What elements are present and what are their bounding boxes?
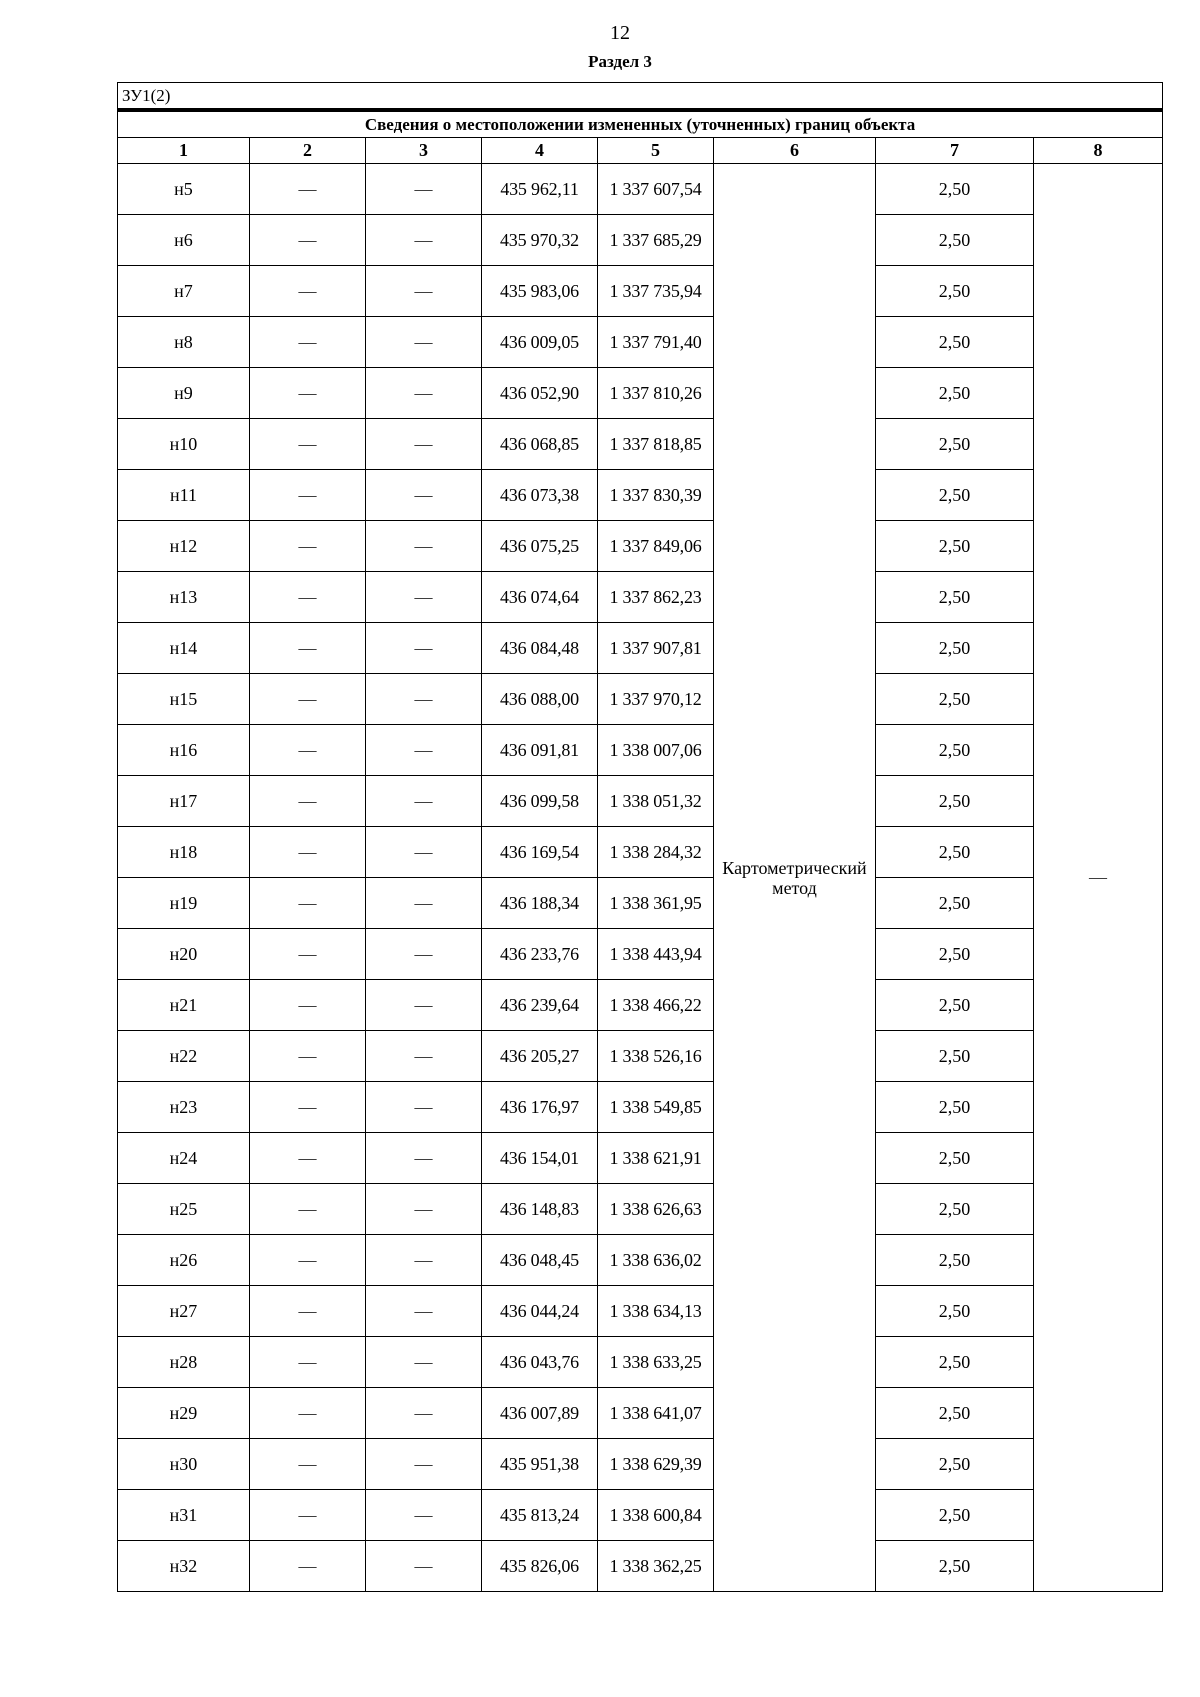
column-2-value: — — [250, 827, 366, 878]
page-number: 12 — [610, 22, 630, 44]
accuracy-value: 2,50 — [876, 929, 1034, 980]
table-caption-row — [118, 110, 1163, 138]
accuracy-value: 2,50 — [876, 623, 1034, 674]
column-2-value: — — [250, 776, 366, 827]
column-2-value: — — [250, 725, 366, 776]
y-coordinate: 1 338 634,13 — [598, 1286, 714, 1337]
x-coordinate: 435 962,11 — [482, 164, 598, 215]
point-name: н8 — [118, 317, 250, 368]
point-name: н18 — [118, 827, 250, 878]
point-name: н27 — [118, 1286, 250, 1337]
column-2-value: — — [250, 215, 366, 266]
y-coordinate: 1 338 621,91 — [598, 1133, 714, 1184]
table-row — [118, 827, 1163, 878]
y-coordinate: 1 338 361,95 — [598, 878, 714, 929]
x-coordinate: 436 154,01 — [482, 1133, 598, 1184]
accuracy-value: 2,50 — [876, 776, 1034, 827]
plot-id-row — [118, 83, 1163, 111]
column-3-value: — — [366, 1541, 482, 1592]
point-name: н24 — [118, 1133, 250, 1184]
y-coordinate: 1 338 284,32 — [598, 827, 714, 878]
column-number: 4 — [482, 138, 598, 164]
table-row — [118, 215, 1163, 266]
column-3-value: — — [366, 1235, 482, 1286]
column-2-value: — — [250, 1439, 366, 1490]
x-coordinate: 436 007,89 — [482, 1388, 598, 1439]
point-name: н22 — [118, 1031, 250, 1082]
accuracy-value: 2,50 — [876, 1388, 1034, 1439]
x-coordinate: 436 052,90 — [482, 368, 598, 419]
accuracy-value: 2,50 — [876, 878, 1034, 929]
column-8-value: — — [1034, 164, 1163, 1592]
table-row — [118, 470, 1163, 521]
table-row — [118, 929, 1163, 980]
y-coordinate: 1 337 830,39 — [598, 470, 714, 521]
y-coordinate: 1 337 970,12 — [598, 674, 714, 725]
x-coordinate: 436 148,83 — [482, 1184, 598, 1235]
column-2-value: — — [250, 521, 366, 572]
column-2-value: — — [250, 1235, 366, 1286]
point-name: н16 — [118, 725, 250, 776]
column-number: 7 — [876, 138, 1034, 164]
table-row — [118, 1133, 1163, 1184]
column-3-value: — — [366, 572, 482, 623]
column-2-value: — — [250, 1490, 366, 1541]
column-number: 6 — [714, 138, 876, 164]
table-caption: Сведения о местоположении измененных (уточненных) границ объекта — [118, 110, 1163, 138]
column-3-value: — — [366, 1031, 482, 1082]
y-coordinate: 1 338 600,84 — [598, 1490, 714, 1541]
accuracy-value: 2,50 — [876, 1541, 1034, 1592]
point-name: н32 — [118, 1541, 250, 1592]
table-row — [118, 521, 1163, 572]
y-coordinate: 1 338 629,39 — [598, 1439, 714, 1490]
column-2-value: — — [250, 1133, 366, 1184]
y-coordinate: 1 337 907,81 — [598, 623, 714, 674]
column-3-value: — — [366, 725, 482, 776]
column-3-value: — — [366, 419, 482, 470]
column-3-value: — — [366, 368, 482, 419]
point-name: н11 — [118, 470, 250, 521]
column-2-value: — — [250, 878, 366, 929]
column-2-value: — — [250, 1184, 366, 1235]
point-name: н30 — [118, 1439, 250, 1490]
accuracy-value: 2,50 — [876, 1337, 1034, 1388]
accuracy-value: 2,50 — [876, 215, 1034, 266]
column-number: 5 — [598, 138, 714, 164]
x-coordinate: 435 951,38 — [482, 1439, 598, 1490]
accuracy-value: 2,50 — [876, 266, 1034, 317]
table-row — [118, 419, 1163, 470]
accuracy-value: 2,50 — [876, 419, 1034, 470]
y-coordinate: 1 337 849,06 — [598, 521, 714, 572]
accuracy-value: 2,50 — [876, 317, 1034, 368]
x-coordinate: 436 188,34 — [482, 878, 598, 929]
x-coordinate: 436 205,27 — [482, 1031, 598, 1082]
point-name: н5 — [118, 164, 250, 215]
point-name: н10 — [118, 419, 250, 470]
table-row — [118, 725, 1163, 776]
column-2-value: — — [250, 266, 366, 317]
column-3-value: — — [366, 827, 482, 878]
column-3-value: — — [366, 1337, 482, 1388]
y-coordinate: 1 338 362,25 — [598, 1541, 714, 1592]
y-coordinate: 1 338 443,94 — [598, 929, 714, 980]
table-row — [118, 1184, 1163, 1235]
column-3-value: — — [366, 980, 482, 1031]
accuracy-value: 2,50 — [876, 1490, 1034, 1541]
accuracy-value: 2,50 — [876, 164, 1034, 215]
accuracy-value: 2,50 — [876, 1286, 1034, 1337]
accuracy-value: 2,50 — [876, 1082, 1034, 1133]
section-title: Раздел 3 — [588, 52, 652, 71]
y-coordinate: 1 337 791,40 — [598, 317, 714, 368]
column-number: 3 — [366, 138, 482, 164]
point-name: н15 — [118, 674, 250, 725]
y-coordinate: 1 337 607,54 — [598, 164, 714, 215]
x-coordinate: 436 091,81 — [482, 725, 598, 776]
x-coordinate: 435 970,32 — [482, 215, 598, 266]
column-2-value: — — [250, 1031, 366, 1082]
column-3-value: — — [366, 674, 482, 725]
point-name: н19 — [118, 878, 250, 929]
y-coordinate: 1 338 007,06 — [598, 725, 714, 776]
x-coordinate: 436 176,97 — [482, 1082, 598, 1133]
accuracy-value: 2,50 — [876, 572, 1034, 623]
table-row — [118, 1082, 1163, 1133]
column-2-value: — — [250, 419, 366, 470]
table-row — [118, 572, 1163, 623]
point-name: н6 — [118, 215, 250, 266]
column-3-value: — — [366, 1388, 482, 1439]
column-2-value: — — [250, 980, 366, 1031]
table-row — [118, 1235, 1163, 1286]
table-row — [118, 368, 1163, 419]
point-name: н28 — [118, 1337, 250, 1388]
column-2-value: — — [250, 674, 366, 725]
table-row — [118, 164, 1163, 215]
x-coordinate: 436 169,54 — [482, 827, 598, 878]
column-2-value: — — [250, 1388, 366, 1439]
point-name: н21 — [118, 980, 250, 1031]
y-coordinate: 1 337 810,26 — [598, 368, 714, 419]
column-number: 2 — [250, 138, 366, 164]
y-coordinate: 1 337 862,23 — [598, 572, 714, 623]
table-row — [118, 878, 1163, 929]
x-coordinate: 436 048,45 — [482, 1235, 598, 1286]
column-3-value: — — [366, 470, 482, 521]
x-coordinate: 436 075,25 — [482, 521, 598, 572]
y-coordinate: 1 338 636,02 — [598, 1235, 714, 1286]
x-coordinate: 435 813,24 — [482, 1490, 598, 1541]
column-2-value: — — [250, 572, 366, 623]
point-name: н7 — [118, 266, 250, 317]
column-number: 8 — [1034, 138, 1163, 164]
point-name: н29 — [118, 1388, 250, 1439]
y-coordinate: 1 337 685,29 — [598, 215, 714, 266]
column-3-value: — — [366, 317, 482, 368]
point-name: н12 — [118, 521, 250, 572]
table-row — [118, 1286, 1163, 1337]
x-coordinate: 436 044,24 — [482, 1286, 598, 1337]
column-3-value: — — [366, 521, 482, 572]
column-number: 1 — [118, 138, 250, 164]
point-name: н9 — [118, 368, 250, 419]
x-coordinate: 436 073,38 — [482, 470, 598, 521]
x-coordinate: 435 826,06 — [482, 1541, 598, 1592]
y-coordinate: 1 337 818,85 — [598, 419, 714, 470]
x-coordinate: 436 074,64 — [482, 572, 598, 623]
column-3-value: — — [366, 1490, 482, 1541]
column-2-value: — — [250, 1337, 366, 1388]
column-3-value: — — [366, 1439, 482, 1490]
method-cell: Картометрический метод — [714, 164, 876, 1592]
table-row — [118, 674, 1163, 725]
table-row — [118, 776, 1163, 827]
column-3-value: — — [366, 776, 482, 827]
table-row — [118, 1031, 1163, 1082]
column-2-value: — — [250, 1541, 366, 1592]
x-coordinate: 436 099,58 — [482, 776, 598, 827]
point-name: н26 — [118, 1235, 250, 1286]
accuracy-value: 2,50 — [876, 827, 1034, 878]
column-2-value: — — [250, 470, 366, 521]
x-coordinate: 436 009,05 — [482, 317, 598, 368]
point-name: н17 — [118, 776, 250, 827]
x-coordinate: 436 088,00 — [482, 674, 598, 725]
y-coordinate: 1 338 633,25 — [598, 1337, 714, 1388]
accuracy-value: 2,50 — [876, 1184, 1034, 1235]
x-coordinate: 436 233,76 — [482, 929, 598, 980]
y-coordinate: 1 337 735,94 — [598, 266, 714, 317]
table-row — [118, 980, 1163, 1031]
column-2-value: — — [250, 1082, 366, 1133]
y-coordinate: 1 338 641,07 — [598, 1388, 714, 1439]
table-row — [118, 623, 1163, 674]
plot-id: ЗУ1(2) — [118, 83, 1163, 111]
point-name: н23 — [118, 1082, 250, 1133]
x-coordinate: 436 084,48 — [482, 623, 598, 674]
column-numbers-row — [118, 138, 1163, 164]
point-name: н20 — [118, 929, 250, 980]
column-3-value: — — [366, 1133, 482, 1184]
column-3-value: — — [366, 266, 482, 317]
column-3-value: — — [366, 164, 482, 215]
accuracy-value: 2,50 — [876, 470, 1034, 521]
accuracy-value: 2,50 — [876, 980, 1034, 1031]
table-row — [118, 1490, 1163, 1541]
accuracy-value: 2,50 — [876, 368, 1034, 419]
column-3-value: — — [366, 215, 482, 266]
column-2-value: — — [250, 164, 366, 215]
table-row — [118, 1337, 1163, 1388]
accuracy-value: 2,50 — [876, 725, 1034, 776]
column-2-value: — — [250, 1286, 366, 1337]
y-coordinate: 1 338 549,85 — [598, 1082, 714, 1133]
accuracy-value: 2,50 — [876, 1031, 1034, 1082]
column-3-value: — — [366, 1082, 482, 1133]
table-row — [118, 266, 1163, 317]
table-row — [118, 317, 1163, 368]
accuracy-value: 2,50 — [876, 521, 1034, 572]
table-row — [118, 1439, 1163, 1490]
y-coordinate: 1 338 051,32 — [598, 776, 714, 827]
y-coordinate: 1 338 626,63 — [598, 1184, 714, 1235]
x-coordinate: 436 239,64 — [482, 980, 598, 1031]
point-name: н31 — [118, 1490, 250, 1541]
table-row — [118, 1541, 1163, 1592]
accuracy-value: 2,50 — [876, 674, 1034, 725]
y-coordinate: 1 338 526,16 — [598, 1031, 714, 1082]
column-2-value: — — [250, 929, 366, 980]
y-coordinate: 1 338 466,22 — [598, 980, 714, 1031]
accuracy-value: 2,50 — [876, 1439, 1034, 1490]
x-coordinate: 436 068,85 — [482, 419, 598, 470]
x-coordinate: 436 043,76 — [482, 1337, 598, 1388]
point-name: н14 — [118, 623, 250, 674]
x-coordinate: 435 983,06 — [482, 266, 598, 317]
column-3-value: — — [366, 1286, 482, 1337]
column-2-value: — — [250, 623, 366, 674]
point-name: н13 — [118, 572, 250, 623]
column-3-value: — — [366, 623, 482, 674]
column-3-value: — — [366, 1184, 482, 1235]
column-3-value: — — [366, 878, 482, 929]
table-row — [118, 1388, 1163, 1439]
column-3-value: — — [366, 929, 482, 980]
accuracy-value: 2,50 — [876, 1133, 1034, 1184]
accuracy-value: 2,50 — [876, 1235, 1034, 1286]
point-name: н25 — [118, 1184, 250, 1235]
boundary-points-table — [117, 82, 1163, 1592]
column-2-value: — — [250, 368, 366, 419]
column-2-value: — — [250, 317, 366, 368]
